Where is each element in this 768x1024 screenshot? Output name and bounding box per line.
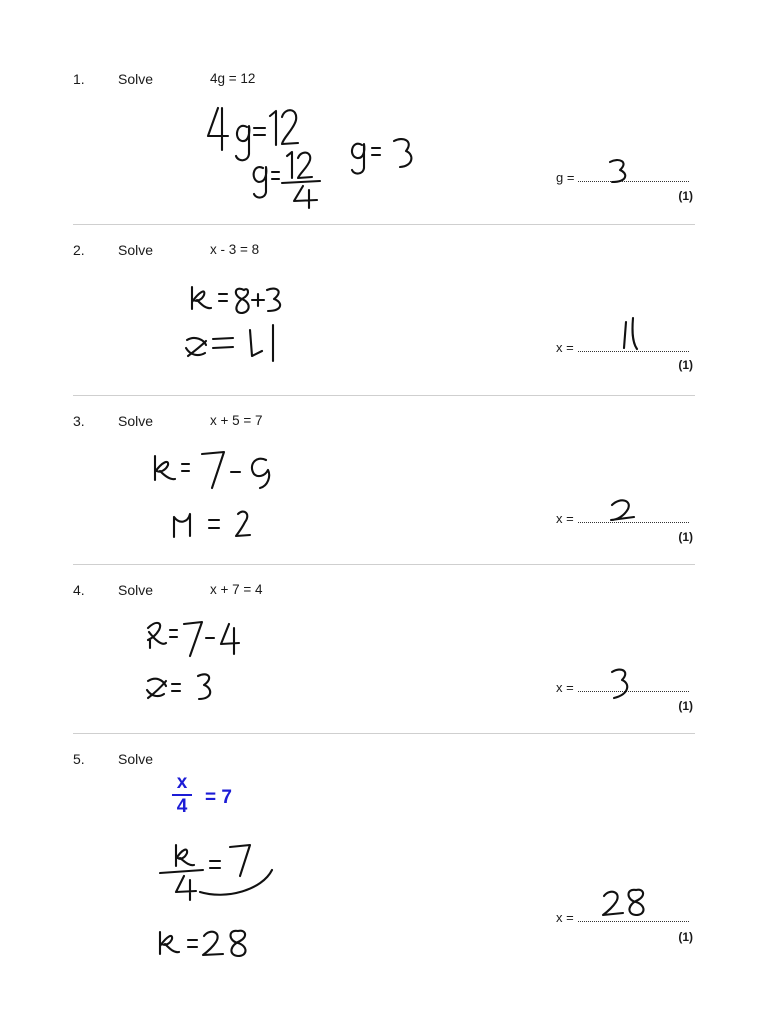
marks-label: (1)	[678, 358, 693, 372]
marks-label: (1)	[678, 189, 693, 203]
marks-label: (1)	[678, 530, 693, 544]
question-number: 5.	[73, 751, 85, 767]
question-instruction: Solve	[118, 413, 154, 429]
handwritten-answer-q5	[603, 890, 644, 915]
question-instruction: Solve	[118, 582, 154, 598]
question-instruction: Solve	[118, 242, 154, 258]
question-instruction: Solve	[118, 751, 154, 767]
handwritten-working-q3	[155, 452, 269, 537]
question-equation: x + 7 = 4	[210, 582, 263, 597]
handwritten-answer-q3	[611, 500, 634, 520]
question-number: 1.	[73, 71, 85, 87]
question-equation: x - 3 = 8	[210, 242, 260, 257]
handwritten-answer-q2	[624, 318, 637, 349]
answer-variable: x =	[556, 680, 574, 695]
handwritten-answer-q1	[610, 160, 625, 182]
handwritten-working-q1	[208, 108, 411, 208]
handwritten-working-q5	[160, 845, 272, 956]
question-number: 4.	[73, 582, 85, 598]
fraction-numerator: x	[176, 772, 188, 793]
handwritten-working-q4	[147, 622, 239, 699]
answer-variable: x =	[556, 511, 574, 526]
question-number: 2.	[73, 242, 85, 258]
equation-right-side: = 7	[205, 787, 232, 808]
marks-label: (1)	[678, 699, 693, 713]
answer-variable: g =	[556, 170, 575, 185]
question-instruction: Solve	[118, 71, 154, 87]
question-equation: x + 5 = 7	[210, 413, 263, 428]
question-number: 3.	[73, 413, 85, 429]
fraction-denominator: 4	[176, 796, 188, 817]
answer-variable: x =	[556, 910, 574, 925]
handwritten-answer-q4	[612, 670, 627, 698]
marks-label: (1)	[678, 930, 693, 944]
question-equation: 4g = 12	[210, 71, 256, 86]
answer-variable: x =	[556, 340, 574, 355]
handwritten-working-q2	[186, 287, 280, 361]
